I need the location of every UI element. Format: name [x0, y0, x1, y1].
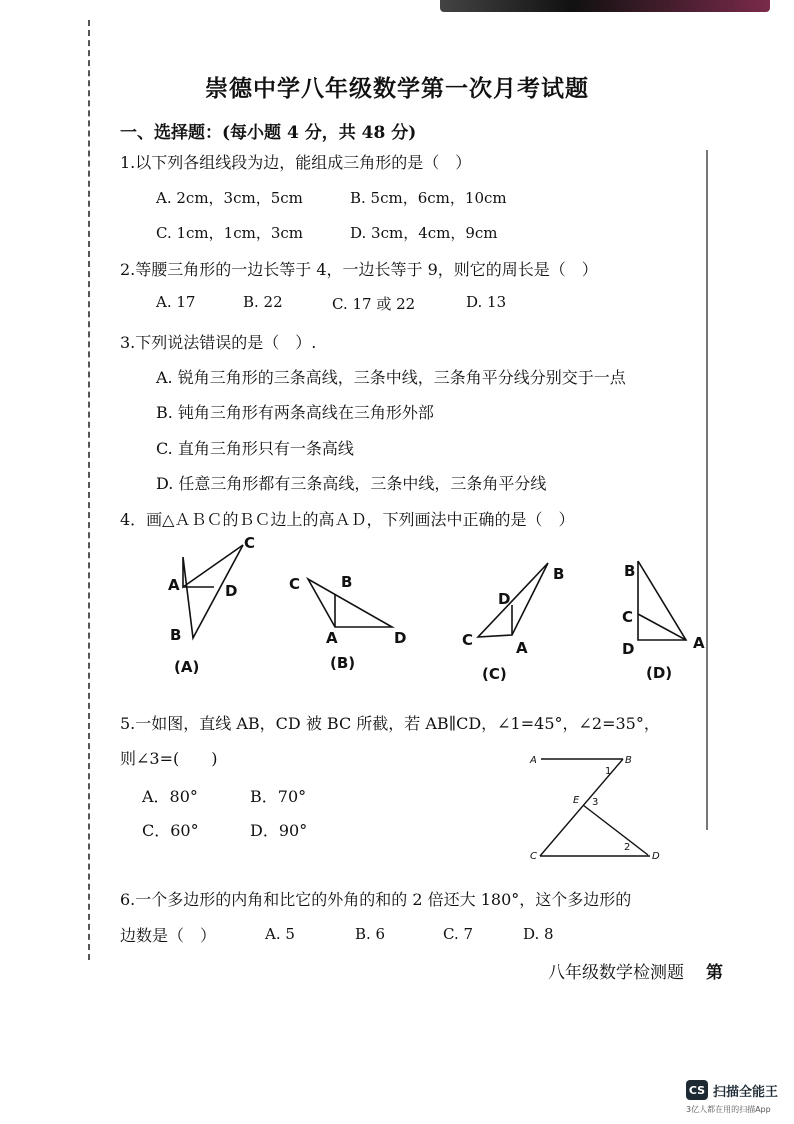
question-5-stem: 5.一如图，直线 AB，CD 被 BC 所截，若 AB∥CD，∠1=45°，∠2=35°，	[120, 714, 660, 733]
page-edge-line	[706, 150, 708, 830]
q1-option-b: B. 5cm，6cm，10cm	[350, 189, 507, 207]
q5-label-c: C	[530, 851, 537, 862]
question-3-stem: 3.下列说法错误的是（ ）.	[120, 333, 317, 352]
q4-figures	[150, 530, 730, 690]
caption-c: (C)	[482, 665, 507, 683]
q3-option-a: A. 锐角三角形的三条高线，三条中线，三条角平分线分别交于一点	[156, 368, 626, 387]
figure-d	[638, 561, 686, 640]
fig-c-label-d: D	[498, 590, 511, 608]
fig-b-label-a: A	[326, 629, 338, 647]
q5-option-c: C．60°	[142, 821, 199, 840]
exam-title: 崇德中学八年级数学第一次月考试题	[205, 75, 589, 102]
q6-option-c: C. 7	[443, 925, 474, 943]
caption-b: (B)	[330, 654, 356, 672]
caption-a: (A)	[174, 658, 200, 676]
fig-b-label-c: C	[289, 575, 301, 593]
fig-d-label-c: C	[622, 608, 634, 626]
question-6-stem: 6.一个多边形的内角和比它的外角的和的 2 倍还大 180°，这个多边形的	[120, 890, 632, 909]
q5-option-d: D．90°	[250, 821, 308, 840]
q3-option-d: D. 任意三角形都有三条高线，三条中线，三条角平分线	[156, 474, 547, 493]
scanner-watermark	[686, 1080, 778, 1100]
q1-option-a: A. 2cm，3cm，5cm	[156, 189, 303, 207]
watermark-name: 扫描全能王	[713, 1084, 779, 1100]
q2-option-b: B. 22	[243, 293, 283, 311]
q5-angle-1: 1	[605, 766, 612, 777]
q3-option-c: C. 直角三角形只有一条高线	[156, 439, 354, 458]
scan-edge-top	[440, 0, 770, 12]
question-2-stem: 2.等腰三角形的一边长等于 4，一边长等于 9，则它的周长是（ ）	[120, 260, 598, 279]
q5-option-b: B．70°	[250, 787, 307, 806]
page-footer-tail: 第	[706, 963, 723, 983]
fig-a-label-d: D	[225, 582, 238, 600]
fig-a-label-b: B	[170, 626, 182, 644]
q5-label-d: D	[652, 851, 660, 862]
fig-c-label-b: B	[553, 565, 565, 583]
watermark-subtitle: 3亿人都在用的扫描App	[686, 1105, 771, 1114]
page-footer: 八年级数学检测题	[548, 963, 684, 983]
figure-c	[478, 563, 548, 637]
q2-option-a: A. 17	[156, 293, 196, 311]
q2-option-c: C. 17 或 22	[332, 295, 416, 313]
q5-label-e: E	[573, 795, 580, 806]
binding-dashed-line	[88, 20, 90, 960]
q6-option-a: A. 5	[265, 925, 295, 943]
q1-option-c: C. 1cm，1cm，3cm	[156, 224, 303, 242]
question-6-stem-cont: 边数是（ ）	[120, 926, 217, 945]
fig-b-label-b: B	[341, 573, 353, 591]
q5-angle-3: 3	[592, 797, 599, 808]
q5-label-a: A	[530, 755, 537, 766]
q5-angle-2: 2	[624, 842, 631, 853]
q6-option-d: D. 8	[523, 925, 554, 943]
q5-option-a: A．80°	[142, 787, 198, 806]
fig-d-label-a: A	[693, 634, 705, 652]
q5-label-b: B	[625, 755, 632, 766]
fig-d-label-b: B	[624, 562, 636, 580]
question-1-stem: 1.以下列各组线段为边，能组成三角形的是（ ）	[120, 153, 472, 172]
q6-option-b: B. 6	[355, 925, 386, 943]
fig-d-label-d: D	[622, 640, 635, 658]
question-4-stem: 4．画△ＡＢＣ的ＢＣ边上的高ＡＤ，下列画法中正确的是（ ）	[120, 510, 575, 529]
q1-option-d: D. 3cm，4cm，9cm	[350, 224, 498, 242]
fig-a-label-a: A	[168, 576, 180, 594]
fig-a-label-c: C	[244, 534, 256, 552]
q2-option-d: D. 13	[466, 293, 507, 311]
q5-figure	[520, 745, 680, 870]
question-5-stem-cont: 则∠3=( )	[120, 749, 218, 768]
fig-c-label-c: C	[462, 631, 474, 649]
q3-option-b: B. 钝角三角形有两条高线在三角形外部	[156, 403, 434, 422]
fig-b-label-d: D	[394, 629, 407, 647]
fig-c-label-a: A	[516, 639, 528, 657]
caption-d: (D)	[646, 664, 673, 682]
section-heading: 一、选择题：(每小题 4 分，共 48 分)	[120, 123, 417, 143]
camscanner-logo: CS	[686, 1080, 708, 1100]
